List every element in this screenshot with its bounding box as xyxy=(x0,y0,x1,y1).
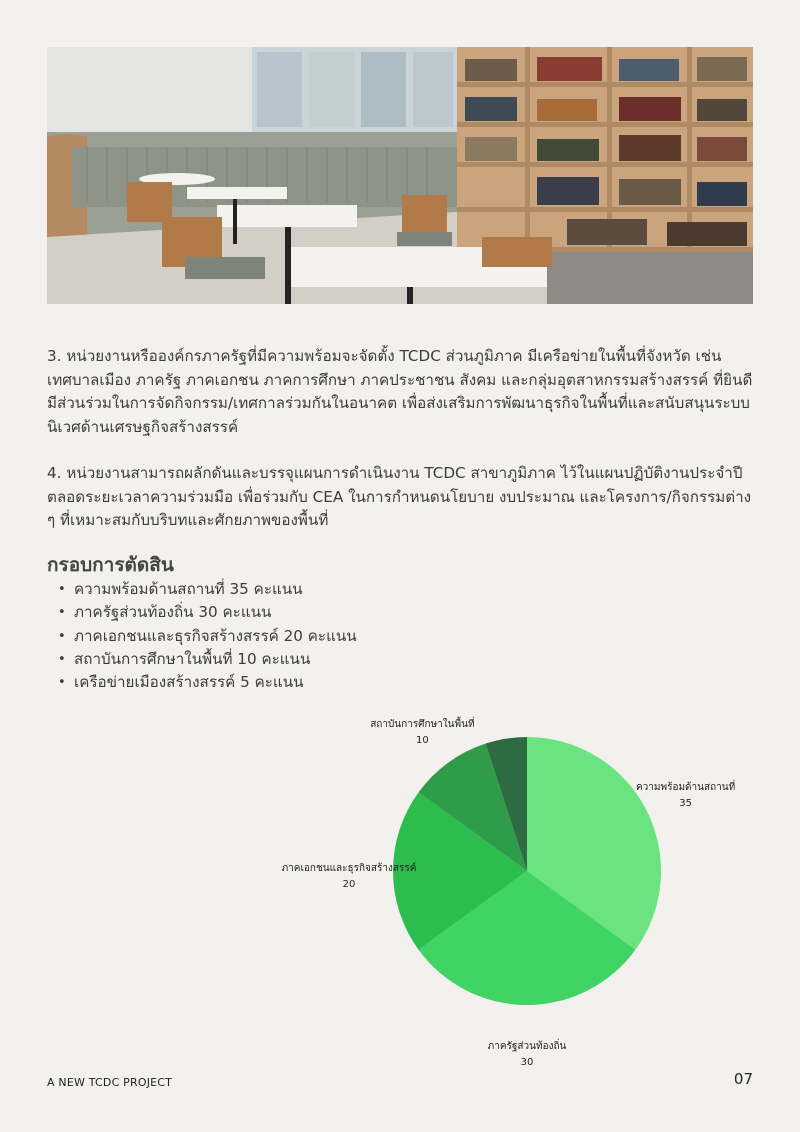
criteria-heading: กรอบการตัดสิน xyxy=(47,554,174,576)
pie-slices xyxy=(393,734,661,1005)
pie-value-label: 10 xyxy=(416,734,429,746)
pie-value-label: 20 xyxy=(342,879,356,890)
page-number: 07 xyxy=(733,1070,753,1088)
criteria-item: • ภาครัฐส่วนท้องถิ่น 30 คะแนน xyxy=(58,601,357,624)
pie-label: ภาคเอกชนและธุรกิจสร้างสรรค์ xyxy=(281,863,417,874)
pie-label: ภาครัฐส่วนท้องถิ่น xyxy=(487,1041,567,1052)
paragraph-3: 3. หน่วยงานหรือองค์กรภาครัฐที่มีความพร้อมจะจัดตั้ง TCDC ส่วนภูมิภาค มีเครือข่ายในพื้นที่จังหวัด เช่น เทศบาลเมือง ภาครัฐ ภาคเอกชน ภาคการศึกษา ภาคประชาชน สังคม และกลุ่มอุตสาหกรรมสร้างสรรค์ ที่ยินดีมีส่วนร่วมในการจัดกิจกรรม/เทศกาลร่วมกันในอนาคต เพื่อส่งเสริมการพัฒนาธุรกิจในพื้นที่และสนับสนุนระบบนิเวศด้านเศรษฐกิจสร้างสรรค์ xyxy=(47,347,753,436)
pie-value-label: 30 xyxy=(520,1057,534,1068)
pie-label: ความพร้อมด้านสถานที่ xyxy=(635,782,736,794)
pie-value-label: 35 xyxy=(679,798,692,810)
paragraph-4: 4. หน่วยงานสามารถผลักดันและบรรจุแผนการดำเนินงาน TCDC สาขาภูมิภาค ไว้ในแผนปฏิบัติงานประจำปี ตลอดระยะเวลาความร่วมมือ เพื่อร่วมกับ CEA ในการกำหนดนโยบาย งบประมาณ และโครงการ/กิจกรรมต่าง ๆ ที่เหมาะสมกับบริบทและศักยภาพของพื้นที่ xyxy=(47,464,752,529)
criteria-item: • ความพร้อมด้านสถานที่ 35 คะแนน xyxy=(58,578,357,601)
score-pie-chart xyxy=(0,700,800,1068)
criteria-item: • เครือข่ายเมืองสร้างสรรค์ 5 คะแนน xyxy=(58,671,357,694)
footer-project-label: A NEW TCDC PROJECT xyxy=(47,1076,173,1089)
cafe-library-photo xyxy=(47,47,753,304)
criteria-item: • สถาบันการศึกษาในพื้นที่ 10 คะแนน xyxy=(58,648,357,671)
criteria-list xyxy=(58,578,357,694)
criteria-item: • ภาคเอกชนและธุรกิจสร้างสรรค์ 20 คะแนน xyxy=(58,625,357,648)
pie-label: สถาบันการศึกษาในพื้นที่ xyxy=(370,718,475,730)
